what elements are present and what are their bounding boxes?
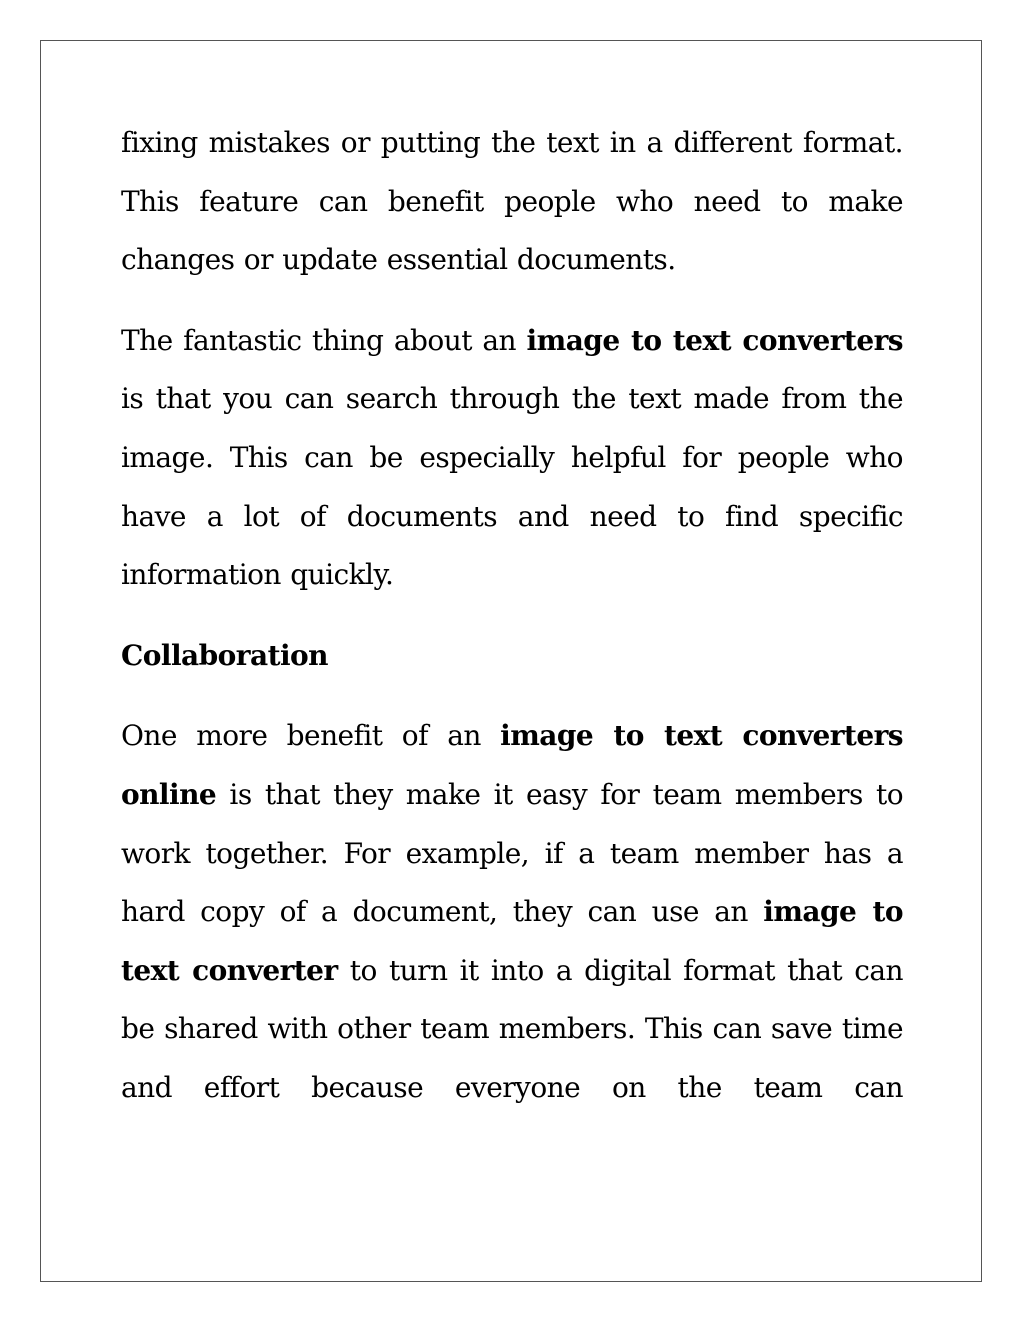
paragraph-collaboration-ending: to turn it into a digital format that can be shared with other team members. This can save time and effort because everyone on the team can [121,953,903,1104]
document-body [121,114,903,1140]
paragraph-editing [121,114,903,290]
keyword-image-to-text-converters-online: image to text converters online [121,719,903,811]
paragraph-editing-text: fixing mistakes or putting the text in a different format. This feature can benefit people who need to make changes or update essential documents. [121,126,903,277]
paragraph-collaboration-intro: One more benefit of an [121,719,501,753]
paragraph-search [121,312,903,605]
keyword-image-to-text-converter: image to text converter [121,895,903,987]
paragraph-collaboration-body: is that they make it easy for team members to work together. For example, if a team member has a hard copy of a document, they can use an [121,777,903,929]
paragraph-search-intro: The fantastic thing about an [121,323,527,357]
paragraph-search-body: is that you can search through the text made from the image. This can be especially helpful for people who have a lot of documents and need to find specific information quickly. [121,382,903,592]
paragraph-collaboration [121,707,903,1117]
keyword-image-to-text-converters: image to text converters [526,323,903,357]
section-heading-collaboration: Collaboration [121,638,328,672]
